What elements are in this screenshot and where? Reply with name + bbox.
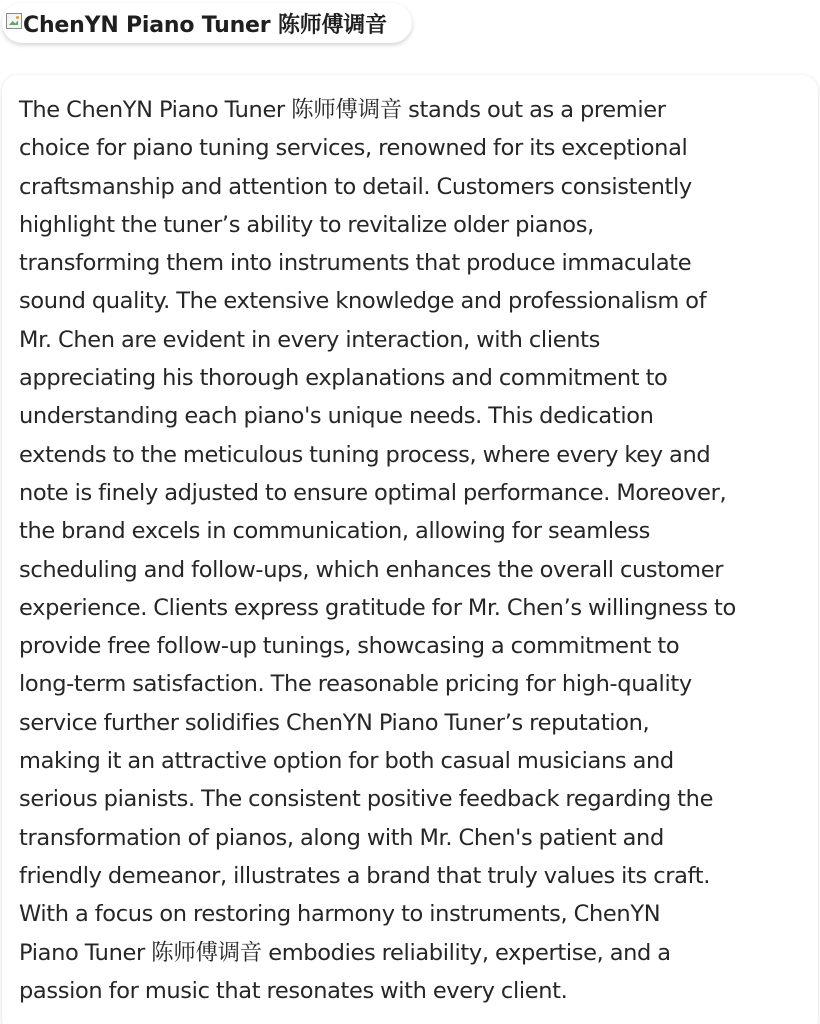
- description-line: choice for piano tuning services, renowned for its exceptional: [19, 135, 688, 162]
- description-line: friendly demeanor, illustrates a brand that truly values its craft.: [19, 862, 711, 889]
- description-line: sound quality. The extensive knowledge and professionalism of: [19, 288, 707, 315]
- description-line: making it an attractive option for both casual musicians and: [19, 748, 674, 775]
- description-line: long-term satisfaction. The reasonable pricing for high-quality: [19, 671, 692, 698]
- description-line: passion for music that resonates with every client.: [19, 977, 568, 1004]
- description-card: [2, 75, 818, 1024]
- description-line: provide free follow-up tunings, showcasing a commitment to: [19, 633, 680, 660]
- header-title-pill: [2, 3, 412, 43]
- description-text: [19, 91, 818, 1010]
- description-line: Mr. Chen are evident in every interaction, with clients: [19, 326, 600, 353]
- description-line: serious pianists. The consistent positive feedback regarding the: [19, 786, 714, 813]
- description-line: extends to the meticulous tuning process, where every key and: [19, 441, 711, 468]
- description-line: note is finely adjusted to ensure optimal performance. Moreover,: [19, 479, 727, 506]
- header-title: ChenYN Piano Tuner 陈师傅调音: [23, 12, 387, 38]
- broken-image-icon: [6, 13, 22, 29]
- description-line: understanding each piano's unique needs. This dedication: [19, 403, 654, 430]
- description-line: craftsmanship and attention to detail. Customers consistently: [19, 173, 692, 200]
- description-line: appreciating his thorough explanations and commitment to: [19, 365, 668, 392]
- description-line: transformation of pianos, along with Mr. Chen's patient and: [19, 824, 664, 851]
- description-line: The ChenYN Piano Tuner 陈师傅调音 stands out as a premier: [19, 97, 666, 123]
- description-line: scheduling and follow-ups, which enhances the overall customer: [19, 556, 724, 583]
- description-line: experience. Clients express gratitude for Mr. Chen’s willingness to: [19, 594, 736, 621]
- description-line: transforming them into instruments that produce immaculate: [19, 250, 692, 277]
- description-line: the brand excels in communication, allowing for seamless: [19, 518, 650, 545]
- description-line: With a focus on restoring harmony to instruments, ChenYN: [19, 901, 661, 928]
- description-line: highlight the tuner’s ability to revitalize older pianos,: [19, 211, 594, 238]
- description-line: service further solidifies ChenYN Piano Tuner’s reputation,: [19, 709, 650, 736]
- description-line: Piano Tuner 陈师傅调音 embodies reliability, expertise, and a: [19, 939, 671, 966]
